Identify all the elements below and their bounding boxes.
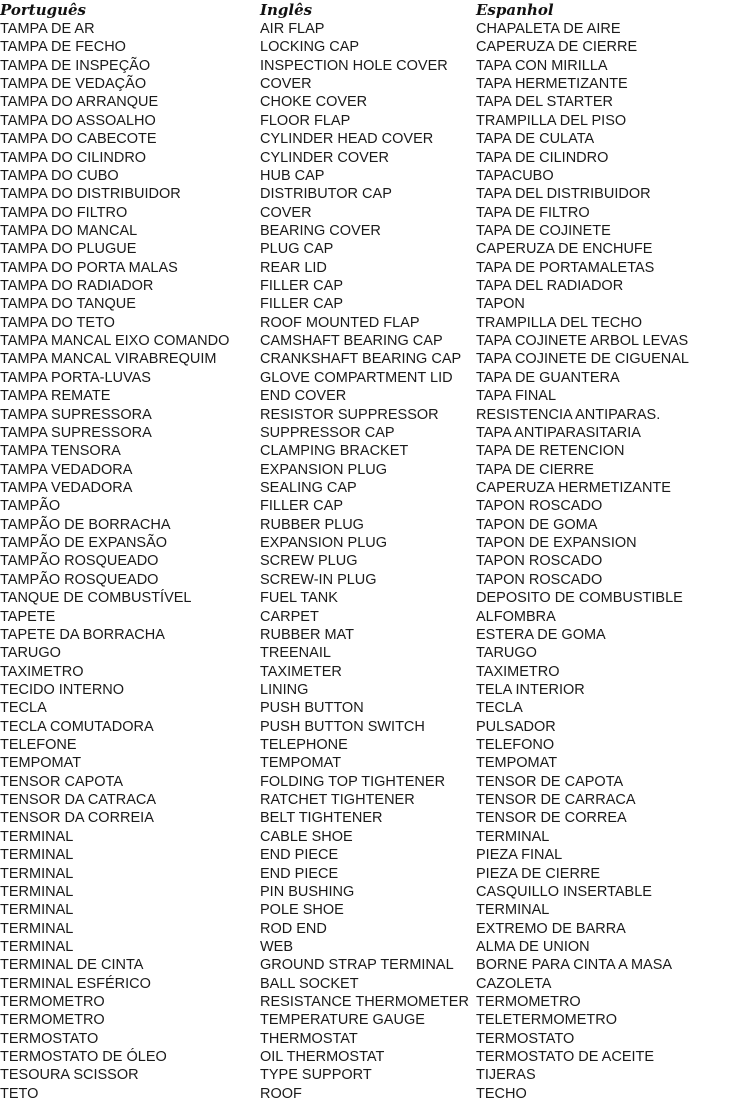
term-spanish: TAPA DE COJINETE xyxy=(476,222,611,239)
term-spanish: PULSADOR xyxy=(476,718,556,735)
table-row xyxy=(0,608,737,626)
table-row xyxy=(0,791,737,809)
term-spanish: BORNE PARA CINTA A MASA xyxy=(476,957,673,974)
term-portuguese: TECIDO INTERNO xyxy=(0,681,125,698)
term-english: PLUG CAP xyxy=(260,241,334,258)
term-spanish: TAPON xyxy=(476,296,525,313)
term-portuguese: TENSOR CAPOTA xyxy=(0,773,123,790)
term-spanish: TAPA DEL STARTER xyxy=(476,94,613,111)
table-row xyxy=(0,1066,737,1084)
term-english: DISTRIBUTOR CAP xyxy=(260,186,392,203)
term-english: CYLINDER HEAD COVER xyxy=(260,131,434,148)
table-row xyxy=(0,644,737,662)
term-spanish: TERMOSTATO DE ACEITE xyxy=(476,1049,655,1066)
term-english: FOLDING TOP TIGHTENER xyxy=(260,773,446,790)
term-portuguese: TERMINAL xyxy=(0,938,74,955)
term-portuguese: TERMINAL xyxy=(0,902,74,919)
table-row xyxy=(0,828,737,846)
term-english: SEALING CAP xyxy=(260,479,357,496)
table-row xyxy=(0,1030,737,1048)
table-row xyxy=(0,938,737,956)
table-row xyxy=(0,112,737,130)
term-spanish: TAXIMETRO xyxy=(476,663,560,680)
term-english: REAR LID xyxy=(260,259,327,276)
table-row xyxy=(0,993,737,1011)
term-portuguese: TAMPA MANCAL EIXO COMANDO xyxy=(0,333,230,350)
table-row xyxy=(0,259,737,277)
term-spanish: DEPOSITO DE COMBUSTIBLE xyxy=(476,590,683,607)
term-spanish: PIEZA DE CIERRE xyxy=(476,865,601,882)
table-row xyxy=(0,497,737,515)
table-row xyxy=(0,277,737,295)
table-row xyxy=(0,57,737,75)
term-spanish: TAPON ROSCADO xyxy=(476,498,603,515)
term-english: SUPPRESSOR CAP xyxy=(260,424,395,441)
term-portuguese: TAMPA DO CILINDRO xyxy=(0,149,147,166)
table-row xyxy=(0,773,737,791)
term-english: RUBBER MAT xyxy=(260,626,354,643)
table-row xyxy=(0,185,737,203)
table-row xyxy=(0,222,737,240)
table-row xyxy=(0,387,737,405)
term-spanish: CAPERUZA DE ENCHUFE xyxy=(476,241,653,258)
term-spanish: TAPA DE CULATA xyxy=(476,131,595,148)
term-english: END PIECE xyxy=(260,865,339,882)
term-portuguese: TAMPA DO RADIADOR xyxy=(0,278,154,295)
term-spanish: TAPA DEL DISTRIBUIDOR xyxy=(476,186,651,203)
term-portuguese: TENSOR DA CORREIA xyxy=(0,810,154,827)
term-portuguese: TAMPA VEDADORA xyxy=(0,461,133,478)
term-english: GROUND STRAP TERMINAL xyxy=(260,957,454,974)
term-english: ROOF MOUNTED FLAP xyxy=(260,314,420,331)
term-spanish: TEMPOMAT xyxy=(476,755,558,772)
term-portuguese: TAMPÃO ROSQUEADO xyxy=(0,571,159,588)
table-row xyxy=(0,736,737,754)
table-row xyxy=(0,93,737,111)
term-portuguese: TAMPÃO DE EXPANSÃO xyxy=(0,535,168,552)
header-portuguese: Português xyxy=(0,1,87,19)
term-portuguese: TERMINAL xyxy=(0,883,74,900)
term-english: LOCKING CAP xyxy=(260,39,360,56)
table-row xyxy=(0,1085,737,1103)
term-portuguese: TAMPA PORTA-LUVAS xyxy=(0,369,151,386)
term-portuguese: TELEFONE xyxy=(0,737,77,754)
term-spanish: TRAMPILLA DEL PISO xyxy=(476,112,627,129)
table-row xyxy=(0,424,737,442)
table-row xyxy=(0,846,737,864)
term-spanish: TARUGO xyxy=(476,645,537,662)
term-english: PUSH BUTTON SWITCH xyxy=(260,718,425,735)
term-spanish: TELEFONO xyxy=(476,737,555,754)
term-portuguese: TAMPA DO ARRANQUE xyxy=(0,94,159,111)
term-spanish: TERMOSTATO xyxy=(476,1030,575,1047)
term-portuguese: TAMPA DE AR xyxy=(0,21,95,37)
term-portuguese: TERMINAL xyxy=(0,828,74,845)
term-portuguese: TAMPA DO TETO xyxy=(0,314,115,331)
term-spanish: CASQUILLO INSERTABLE xyxy=(476,883,652,900)
term-spanish: TAPA FINAL xyxy=(476,388,557,405)
term-portuguese: TAMPA VEDADORA xyxy=(0,479,133,496)
term-spanish: TERMINAL xyxy=(476,828,550,845)
table-row xyxy=(0,865,737,883)
term-spanish: TAPA COJINETE ARBOL LEVAS xyxy=(476,333,689,350)
term-spanish: ESTERA DE GOMA xyxy=(476,626,606,643)
term-portuguese: TERMINAL xyxy=(0,847,74,864)
term-english: FILLER CAP xyxy=(260,498,343,515)
term-spanish: TELETERMOMETRO xyxy=(476,1012,617,1029)
term-spanish: TENSOR DE CAPOTA xyxy=(476,773,624,790)
term-english: FUEL TANK xyxy=(260,590,338,607)
term-spanish: TERMOMETRO xyxy=(476,994,581,1011)
term-spanish: TAPA DE CIERRE xyxy=(476,461,594,478)
term-english: TREENAIL xyxy=(260,645,331,662)
term-portuguese: TECLA COMUTADORA xyxy=(0,718,154,735)
table-row xyxy=(0,1048,737,1066)
term-portuguese: TAMPÃO DE BORRACHA xyxy=(0,516,171,533)
term-english: SCREW-IN PLUG xyxy=(260,571,377,588)
term-spanish: TELA INTERIOR xyxy=(476,681,585,698)
table-row xyxy=(0,516,737,534)
term-english: TAXIMETER xyxy=(260,663,342,680)
glossary-rows xyxy=(0,20,737,1103)
term-portuguese: TAMPA TENSORA xyxy=(0,443,121,460)
term-portuguese: TAMPA DO MANCAL xyxy=(0,222,138,239)
term-portuguese: TAPETE xyxy=(0,608,56,625)
term-spanish: TAPA DE FILTRO xyxy=(476,204,590,221)
table-row xyxy=(0,663,737,681)
term-english: COVER xyxy=(260,76,312,93)
term-english: BELT TIGHTENER xyxy=(260,810,383,827)
term-english: LINING xyxy=(260,681,309,698)
term-portuguese: TAMPA MANCAL VIRABREQUIM xyxy=(0,351,217,368)
table-row xyxy=(0,406,737,424)
term-english: THERMOSTAT xyxy=(260,1030,358,1047)
term-spanish: TAPA DEL RADIADOR xyxy=(476,278,624,295)
term-spanish: TECLA xyxy=(476,700,523,717)
term-portuguese: TAMPÃO ROSQUEADO xyxy=(0,553,159,570)
term-english: WEB xyxy=(260,938,294,955)
table-row xyxy=(0,571,737,589)
table-row xyxy=(0,699,737,717)
term-spanish: TAPON ROSCADO xyxy=(476,571,603,588)
table-row xyxy=(0,314,737,332)
term-portuguese: TERMINAL xyxy=(0,920,74,937)
term-spanish: ALFOMBRA xyxy=(476,608,556,625)
table-row xyxy=(0,681,737,699)
table-row xyxy=(0,350,737,368)
table-row xyxy=(0,167,737,185)
term-portuguese: TERMOSTATO DE ÓLEO xyxy=(0,1049,167,1066)
term-portuguese: TENSOR DA CATRACA xyxy=(0,792,157,809)
term-portuguese: TECLA xyxy=(0,700,47,717)
term-english: PIN BUSHING xyxy=(260,883,355,900)
table-row xyxy=(0,920,737,938)
table-row xyxy=(0,809,737,827)
term-english: CRANKSHAFT BEARING CAP xyxy=(260,351,462,368)
term-spanish: TAPON DE GOMA xyxy=(476,516,598,533)
term-portuguese: TERMINAL DE CINTA xyxy=(0,957,144,974)
term-portuguese: TAMPA SUPRESSORA xyxy=(0,406,152,423)
table-row xyxy=(0,332,737,350)
table-row xyxy=(0,552,737,570)
header-spanish: Espanhol xyxy=(476,1,554,19)
term-spanish: TAPACUBO xyxy=(476,167,554,184)
term-spanish: TAPA HERMETIZANTE xyxy=(476,76,628,93)
term-spanish: CAPERUZA DE CIERRE xyxy=(476,39,638,56)
term-spanish: TAPA ANTIPARASITARIA xyxy=(476,424,641,441)
term-english: ROOF xyxy=(260,1085,302,1102)
term-portuguese: TAMPÃO xyxy=(0,498,61,515)
term-english: FLOOR FLAP xyxy=(260,112,351,129)
term-english: BALL SOCKET xyxy=(260,975,359,992)
term-portuguese: TAMPA DO CABECOTE xyxy=(0,131,157,148)
term-portuguese: TETO xyxy=(0,1085,39,1102)
term-english: POLE SHOE xyxy=(260,902,344,919)
table-row xyxy=(0,1011,737,1029)
table-row xyxy=(0,149,737,167)
term-spanish: TERMINAL xyxy=(476,902,550,919)
term-english: EXPANSION PLUG xyxy=(260,461,388,478)
term-spanish: CHAPALETA DE AIRE xyxy=(476,21,621,37)
table-row xyxy=(0,883,737,901)
term-spanish: TAPON ROSCADO xyxy=(476,553,603,570)
term-portuguese: TERMINAL ESFÉRICO xyxy=(0,975,151,992)
term-spanish: ALMA DE UNION xyxy=(476,938,590,955)
term-spanish: TAPA COJINETE DE CIGUENAL xyxy=(476,351,689,368)
table-row xyxy=(0,369,737,387)
table-row xyxy=(0,589,737,607)
table-row xyxy=(0,718,737,736)
term-portuguese: TAXIMETRO xyxy=(0,663,84,680)
term-portuguese: TESOURA SCISSOR xyxy=(0,1067,139,1084)
table-row xyxy=(0,20,737,38)
table-row xyxy=(0,38,737,56)
term-english: COVER xyxy=(260,204,312,221)
term-portuguese: TAMPA DO PORTA MALAS xyxy=(0,259,178,276)
term-english: SCREW PLUG xyxy=(260,553,358,570)
term-portuguese: TAMPA DO CUBO xyxy=(0,167,119,184)
term-portuguese: TAMPA DO DISTRIBUIDOR xyxy=(0,186,181,203)
term-portuguese: TAMPA DO TANQUE xyxy=(0,296,136,313)
term-english: CARPET xyxy=(260,608,319,625)
term-spanish: TRAMPILLA DEL TECHO xyxy=(476,314,642,331)
term-spanish: TAPA DE GUANTERA xyxy=(476,369,620,386)
term-portuguese: TARUGO xyxy=(0,645,61,662)
term-spanish: TAPON DE EXPANSION xyxy=(476,535,637,552)
term-portuguese: TAMPA DE VEDAÇÃO xyxy=(0,76,147,93)
table-row xyxy=(0,295,737,313)
term-spanish: TAPA DE CILINDRO xyxy=(476,149,609,166)
term-spanish: TAPA DE RETENCION xyxy=(476,443,625,460)
header-row xyxy=(0,0,737,20)
term-portuguese: TERMOSTATO xyxy=(0,1030,99,1047)
term-english: OIL THERMOSTAT xyxy=(260,1049,385,1066)
table-row xyxy=(0,754,737,772)
term-portuguese: TEMPOMAT xyxy=(0,755,82,772)
term-portuguese: TAPETE DA BORRACHA xyxy=(0,626,165,643)
term-portuguese: TAMPA DE FECHO xyxy=(0,39,126,56)
table-row xyxy=(0,901,737,919)
term-english: CABLE SHOE xyxy=(260,828,353,845)
term-spanish: PIEZA FINAL xyxy=(476,847,563,864)
term-english: CYLINDER COVER xyxy=(260,149,389,166)
term-english: TEMPERATURE GAUGE xyxy=(260,1012,425,1029)
term-english: TEMPOMAT xyxy=(260,755,342,772)
term-english: PUSH BUTTON xyxy=(260,700,364,717)
term-english: RUBBER PLUG xyxy=(260,516,364,533)
table-row xyxy=(0,626,737,644)
term-english: CAMSHAFT BEARING CAP xyxy=(260,333,443,350)
term-portuguese: TAMPA REMATE xyxy=(0,388,111,405)
term-english: RESISTOR SUPPRESSOR xyxy=(260,406,439,423)
term-english: HUB CAP xyxy=(260,167,325,184)
term-english: TELEPHONE xyxy=(260,737,348,754)
term-spanish: TECHO xyxy=(476,1085,527,1102)
term-portuguese: TANQUE DE COMBUSTÍVEL xyxy=(0,590,192,607)
term-english: FILLER CAP xyxy=(260,278,343,295)
term-english: FILLER CAP xyxy=(260,296,343,313)
table-row xyxy=(0,442,737,460)
term-english: INSPECTION HOLE COVER xyxy=(260,57,448,74)
term-english: RESISTANCE THERMOMETER xyxy=(260,994,469,1011)
table-row xyxy=(0,240,737,258)
term-spanish: CAPERUZA HERMETIZANTE xyxy=(476,479,671,496)
header-english: Inglês xyxy=(260,1,313,19)
term-english: ROD END xyxy=(260,920,327,937)
term-spanish: TIJERAS xyxy=(476,1067,536,1084)
term-portuguese: TERMOMETRO xyxy=(0,1012,105,1029)
term-portuguese: TAMPA SUPRESSORA xyxy=(0,424,152,441)
table-row xyxy=(0,461,737,479)
term-spanish: TENSOR DE CARRACA xyxy=(476,792,636,809)
table-row xyxy=(0,130,737,148)
table-row xyxy=(0,534,737,552)
term-english: TYPE SUPPORT xyxy=(260,1067,372,1084)
term-spanish: RESISTENCIA ANTIPARAS. xyxy=(476,406,661,423)
term-english: END PIECE xyxy=(260,847,339,864)
term-english: AIR FLAP xyxy=(260,21,325,37)
term-portuguese: TERMOMETRO xyxy=(0,994,105,1011)
term-english: END COVER xyxy=(260,388,347,405)
term-english: RATCHET TIGHTENER xyxy=(260,792,415,809)
term-portuguese: TAMPA DO ASSOALHO xyxy=(0,112,156,129)
term-english: GLOVE COMPARTMENT LID xyxy=(260,369,453,386)
term-english: BEARING COVER xyxy=(260,222,381,239)
term-spanish: TAPA CON MIRILLA xyxy=(476,57,608,74)
table-row xyxy=(0,975,737,993)
term-english: CLAMPING BRACKET xyxy=(260,443,409,460)
table-row xyxy=(0,956,737,974)
term-spanish: EXTREMO DE BARRA xyxy=(476,920,626,937)
term-spanish: TENSOR DE CORREA xyxy=(476,810,627,827)
term-english: EXPANSION PLUG xyxy=(260,535,388,552)
term-spanish: CAZOLETA xyxy=(476,975,552,992)
table-row xyxy=(0,479,737,497)
term-spanish: TAPA DE PORTAMALETAS xyxy=(476,259,655,276)
term-portuguese: TAMPA DO PLUGUE xyxy=(0,241,137,258)
table-row xyxy=(0,75,737,93)
term-portuguese: TERMINAL xyxy=(0,865,74,882)
term-portuguese: TAMPA DO FILTRO xyxy=(0,204,128,221)
term-english: CHOKE COVER xyxy=(260,94,368,111)
term-portuguese: TAMPA DE INSPEÇÃO xyxy=(0,57,151,74)
table-row xyxy=(0,204,737,222)
